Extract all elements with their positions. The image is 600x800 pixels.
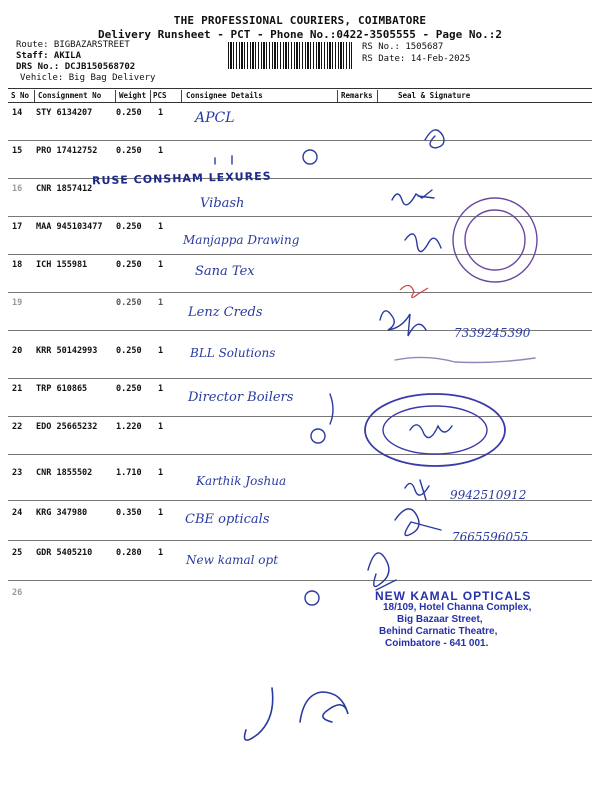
stamp-line: Coimbatore - 641 001. bbox=[385, 638, 489, 649]
row-pcs: 1 bbox=[158, 468, 164, 478]
stamp-line: 18/109, Hotel Channa Complex, bbox=[383, 602, 532, 613]
staff-label: Staff: AKILA bbox=[16, 51, 82, 61]
col-consignment: Consignment No bbox=[38, 91, 102, 100]
hw-consignee: New kamal opt bbox=[186, 553, 279, 567]
row-consignment: MAA 945103477 bbox=[36, 222, 103, 232]
row-pcs: 1 bbox=[158, 346, 164, 356]
row-weight: 0.250 bbox=[116, 108, 142, 118]
col-pcs: PCS bbox=[153, 91, 167, 100]
rs-number: RS No.: 1505687 bbox=[362, 42, 444, 52]
row-pcs: 1 bbox=[158, 422, 164, 432]
hw-consignee: Director Boilers bbox=[188, 390, 294, 405]
row-sno: 18 bbox=[12, 260, 23, 270]
stamp-band-text: RUSE CONSHAM LEXURES bbox=[91, 169, 272, 188]
row-weight: 1.220 bbox=[116, 422, 142, 432]
row-consignment: CNR 1855502 bbox=[36, 468, 93, 478]
hw-phone: 7665596055 bbox=[452, 530, 529, 544]
hw-consignee: CBE opticals bbox=[185, 512, 270, 527]
row-pcs: 1 bbox=[158, 384, 164, 394]
row-weight: 0.250 bbox=[116, 384, 142, 394]
row-sno: 14 bbox=[12, 108, 23, 118]
route-label: Route: BIGBAZARSTREET bbox=[16, 40, 130, 50]
hw-phone: 9942510912 bbox=[450, 488, 527, 502]
row-pcs: 1 bbox=[158, 222, 164, 232]
row-consignment: TRP 610865 bbox=[36, 384, 88, 394]
col-weight: Weight bbox=[119, 91, 147, 100]
stamp-line: Behind Carnatic Theatre, bbox=[379, 626, 498, 637]
row-consignment: GDR 5405210 bbox=[36, 548, 93, 558]
row-weight: 0.250 bbox=[116, 260, 142, 270]
hw-consignee: Sana Tex bbox=[195, 264, 255, 279]
row-weight: 0.250 bbox=[116, 298, 142, 308]
row-sno: 21 bbox=[12, 384, 23, 394]
rs-date: RS Date: 14-Feb-2025 bbox=[362, 54, 471, 64]
row-sno: 15 bbox=[12, 146, 23, 156]
row-pcs: 1 bbox=[158, 548, 164, 558]
vehicle-label: Vehicle: Big Bag Delivery bbox=[20, 73, 156, 83]
hw-consignee: Lenz Creds bbox=[188, 305, 263, 320]
row-pcs: 1 bbox=[158, 108, 164, 118]
row-sno: 23 bbox=[12, 468, 23, 478]
runsheet-title: Delivery Runsheet - PCT - Phone No.:0422-3505555 - Page No.:2 bbox=[98, 28, 502, 41]
row-sno: 26 bbox=[12, 588, 23, 598]
col-consignee: Consignee Details bbox=[186, 91, 263, 100]
hw-consignee: BLL Solutions bbox=[190, 346, 276, 360]
row-weight: 0.280 bbox=[116, 548, 142, 558]
row-consignment: EDO 25665232 bbox=[36, 422, 98, 432]
row-sno: 20 bbox=[12, 346, 23, 356]
hw-consignee: Vibash bbox=[200, 196, 245, 211]
row-consignment: CNR 1857412 bbox=[36, 184, 93, 194]
hw-consignee: APCL bbox=[195, 110, 235, 126]
row-sno: 24 bbox=[12, 508, 23, 518]
col-seal: Seal & Signature bbox=[398, 91, 471, 100]
row-sno: 22 bbox=[12, 422, 23, 432]
row-consignment: KRG 347980 bbox=[36, 508, 88, 518]
stamp-line: Big Bazaar Street, bbox=[397, 614, 483, 625]
row-sno: 16 bbox=[12, 184, 23, 194]
company-title: THE PROFESSIONAL COURIERS, COIMBATORE bbox=[173, 14, 427, 27]
hw-phone: 7339245390 bbox=[454, 326, 531, 340]
row-weight: 0.250 bbox=[116, 146, 142, 156]
drs-number: DRS No.: DCJB150568702 bbox=[16, 62, 136, 72]
row-weight: 1.710 bbox=[116, 468, 142, 478]
hw-consignee: Karthik Joshua bbox=[196, 474, 287, 488]
row-sno: 19 bbox=[12, 298, 23, 308]
row-sno: 17 bbox=[12, 222, 23, 232]
row-weight: 0.250 bbox=[116, 346, 142, 356]
row-consignment: KRR 50142993 bbox=[36, 346, 98, 356]
row-consignment: ICH 155981 bbox=[36, 260, 88, 270]
row-pcs: 1 bbox=[158, 508, 164, 518]
row-weight: 0.250 bbox=[116, 222, 142, 232]
row-consignment: PRO 17412752 bbox=[36, 146, 98, 156]
col-sno: S No bbox=[11, 91, 30, 100]
stamp-line: NEW KAMAL OPTICALS bbox=[375, 589, 532, 603]
hw-consignee: Manjappa Drawing bbox=[183, 233, 300, 247]
row-pcs: 1 bbox=[158, 260, 164, 270]
row-consignment: STY 6134207 bbox=[36, 108, 93, 118]
col-remarks: Remarks bbox=[341, 91, 373, 100]
row-pcs: 1 bbox=[158, 146, 164, 156]
row-sno: 25 bbox=[12, 548, 23, 558]
row-pcs: 1 bbox=[158, 298, 164, 308]
row-weight: 0.350 bbox=[116, 508, 142, 518]
